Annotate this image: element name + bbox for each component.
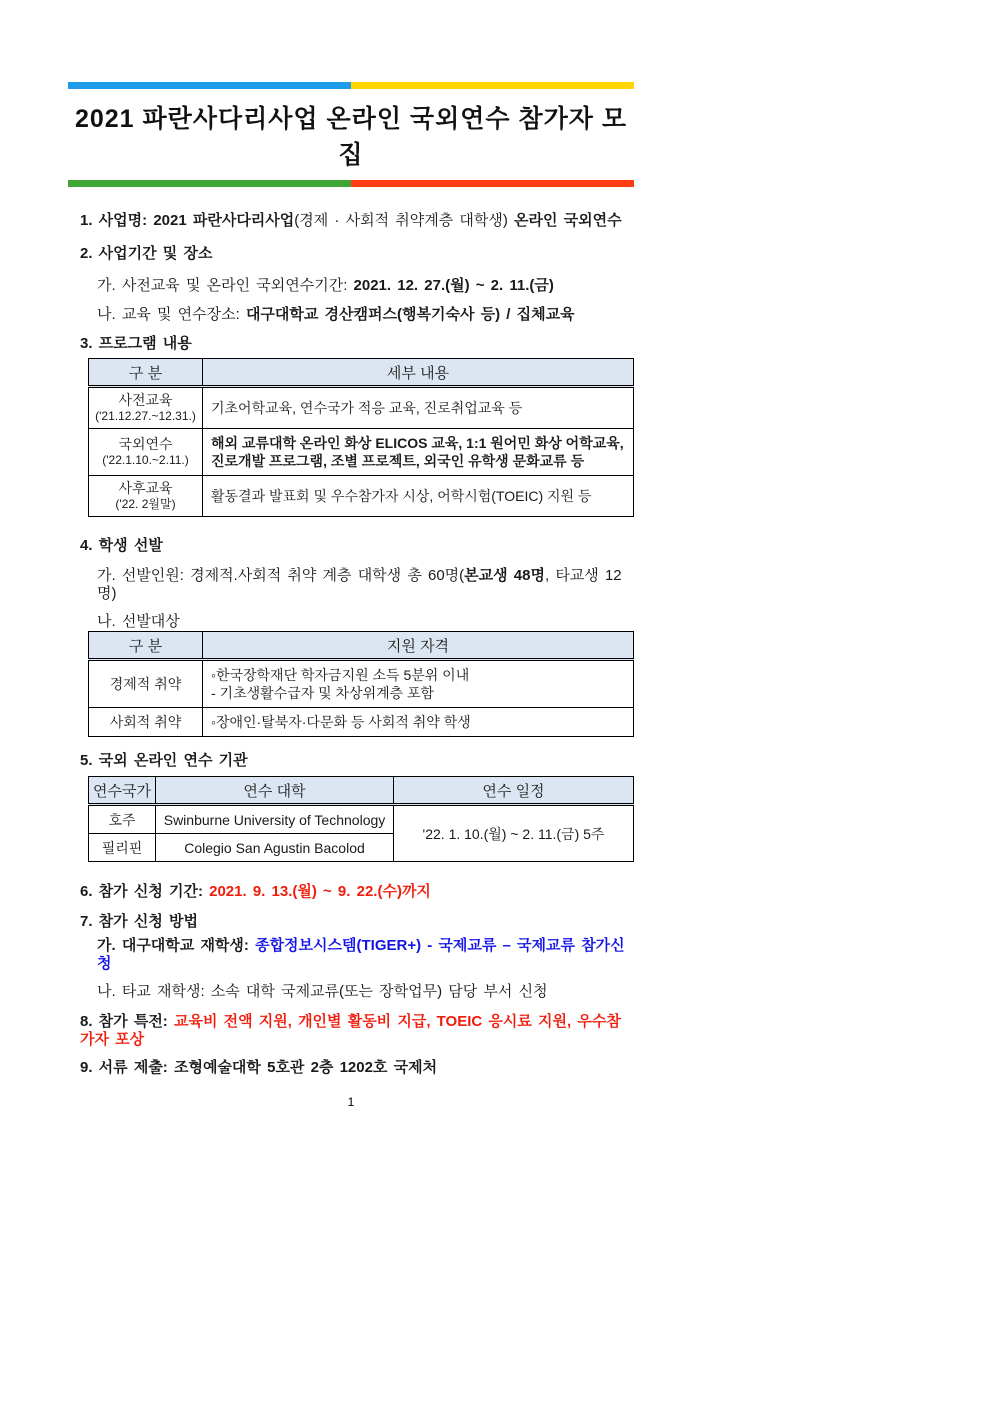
banner-bottom-bar bbox=[68, 180, 634, 187]
item-2-sub-a-label: 가. 사전교육 및 온라인 국외연수기간: bbox=[97, 277, 354, 294]
item-3-heading: 3. 프로그램 내용 bbox=[80, 335, 192, 352]
table-row bbox=[89, 476, 634, 517]
program-header-detail: 세부 내용 bbox=[203, 359, 634, 387]
eligibility-header-qualification: 지원 자격 bbox=[203, 632, 634, 660]
institutions-row-philippines-country: 필리핀 bbox=[89, 834, 156, 862]
program-row-pre-period: ('21.12.27.~12.31.) bbox=[95, 408, 196, 423]
banner-bar-red-segment bbox=[351, 180, 634, 187]
item-4-sub-a-bold: 본교생 48명 bbox=[464, 567, 545, 584]
program-row-post-label bbox=[89, 476, 203, 517]
item-6-application-period bbox=[80, 883, 634, 901]
item-1-name-normal: (경제 · 사회적 취약계층 대학생) bbox=[294, 212, 514, 229]
item-7-sub-b: 나. 타교 재학생: 소속 대학 국제교류(또는 장학업무) 담당 부서 신청 bbox=[97, 983, 548, 1000]
title-banner bbox=[68, 82, 634, 187]
program-row-post-detail: 활동결과 발표회 및 우수참가자 시상, 어학시험(TOEIC) 지원 등 bbox=[203, 476, 634, 517]
table-row bbox=[89, 805, 634, 834]
program-row-abroad-title: 국외연수 bbox=[118, 435, 173, 452]
program-table bbox=[88, 358, 634, 517]
item-6-label: 6. 참가 신청 기간: bbox=[80, 883, 210, 900]
banner-bar-yellow-segment bbox=[351, 82, 634, 89]
item-2-sub-a-value: 2021. 12. 27.(월) ~ 2. 11.(금) bbox=[353, 277, 554, 294]
item-5-heading: 5. 국외 온라인 연수 기관 bbox=[80, 752, 248, 769]
institutions-table bbox=[88, 776, 634, 862]
eligibility-header-category: 구 분 bbox=[89, 632, 203, 660]
program-table-header-row bbox=[89, 359, 634, 387]
eligibility-table bbox=[88, 631, 634, 737]
program-row-pre-title: 사전교육 bbox=[118, 391, 173, 408]
table-row bbox=[89, 660, 634, 708]
item-7-sub-a-value: 종합정보시스템(TIGER+) - 국제교류 – 국제교류 참가신청 bbox=[97, 937, 625, 972]
eligibility-table-header-row bbox=[89, 632, 634, 660]
item-4-sub-a-prefix: 가. 선발인원: 경제적.사회적 취약 계층 대학생 총 60명( bbox=[97, 567, 465, 584]
item-7-sub-a-label: 가. 대구대학교 재학생: bbox=[97, 937, 256, 954]
item-8-label: 8. 참가 특전: bbox=[80, 1013, 174, 1030]
institutions-row-philippines-university: Colegio San Agustin Bacolod bbox=[156, 834, 394, 862]
item-1-label: 1. 사업명: bbox=[80, 212, 154, 229]
eligibility-row-economic-detail bbox=[203, 660, 634, 708]
table-row bbox=[89, 387, 634, 429]
item-6-value: 2021. 9. 13.(월) ~ 9. 22.(수)까지 bbox=[209, 883, 431, 900]
program-row-pre-detail: 기초어학교육, 연수국가 적응 교육, 진로취업교육 등 bbox=[203, 387, 634, 429]
banner-top-bar bbox=[68, 82, 634, 89]
program-row-pre-label bbox=[89, 387, 203, 429]
item-4-sub-a bbox=[97, 567, 634, 603]
table-row bbox=[89, 429, 634, 476]
banner-bar-green-segment bbox=[68, 180, 351, 187]
item-8-value: 교육비 전액 지원, 개인별 활동비 지급, TOEIC 응시료 지원, 우수참가자 포상 bbox=[80, 1013, 621, 1048]
institutions-header-schedule: 연수 일정 bbox=[394, 777, 634, 805]
item-2-sub-a bbox=[97, 277, 634, 295]
program-header-category: 구 분 bbox=[89, 359, 203, 387]
program-row-abroad-detail: 해외 교류대학 온라인 화상 ELICOS 교육, 1:1 원어민 화상 어학교육, 진로개발 프로그램, 조별 프로젝트, 외국인 유학생 문화교류 등 bbox=[203, 429, 634, 476]
institutions-schedule-cell: '22. 1. 10.(월) ~ 2. 11.(금) 5주 bbox=[394, 805, 634, 862]
item-1-name-tail: 온라인 국외연수 bbox=[514, 212, 622, 229]
item-9-submission: 9. 서류 제출: 조형예술대학 5호관 2층 1202호 국제처 bbox=[80, 1059, 438, 1076]
item-7-heading: 7. 참가 신청 방법 bbox=[80, 913, 198, 930]
item-8-benefits bbox=[80, 1013, 634, 1049]
item-4-sub-b: 나. 선발대상 bbox=[97, 613, 180, 630]
banner-bar-blue-segment bbox=[68, 82, 351, 89]
page-number: 1 bbox=[347, 1095, 355, 1109]
page-title: 2021 파란사다리사업 온라인 국외연수 참가자 모집 bbox=[74, 105, 628, 169]
item-2-sub-b-value: 대구대학교 경산캠퍼스(행복기숙사 등) / 집체교육 bbox=[245, 306, 575, 323]
item-4-sub-a-suffix: , 타교생 12명) bbox=[97, 567, 622, 602]
program-row-abroad-period: ('22.1.10.~2.11.) bbox=[102, 452, 189, 467]
item-7-sub-a bbox=[97, 937, 634, 973]
eligibility-economic-line-1: ◦한국장학재단 학자금지원 소득 5분위 이내 bbox=[211, 667, 470, 683]
item-1-name-bold: 2021 파란사다리사업 bbox=[153, 212, 295, 229]
item-2-sub-b bbox=[97, 306, 634, 324]
institutions-row-australia-country: 호주 bbox=[89, 805, 156, 834]
institutions-header-country: 연수국가 bbox=[89, 777, 156, 805]
institutions-table-header-row bbox=[89, 777, 634, 805]
program-row-post-title: 사후교육 bbox=[118, 479, 173, 496]
eligibility-row-social-detail: ◦장애인·탈북자·다문화 등 사회적 취약 학생 bbox=[203, 708, 634, 737]
item-2-heading: 2. 사업기간 및 장소 bbox=[80, 245, 213, 262]
item-2-sub-b-label: 나. 교육 및 연수장소: bbox=[97, 306, 246, 323]
item-1-project-name bbox=[80, 212, 634, 230]
eligibility-row-social-label: 사회적 취약 bbox=[89, 708, 203, 737]
institutions-row-australia-university: Swinburne University of Technology bbox=[156, 805, 394, 834]
eligibility-economic-line-2: - 기초생활수급자 및 차상위계층 포함 bbox=[211, 685, 435, 701]
institutions-header-university: 연수 대학 bbox=[156, 777, 394, 805]
document-content bbox=[68, 82, 634, 1109]
table-row bbox=[89, 708, 634, 737]
item-4-heading: 4. 학생 선발 bbox=[80, 537, 163, 554]
program-row-post-period: ('22. 2월말) bbox=[115, 496, 176, 511]
program-row-abroad-label bbox=[89, 429, 203, 476]
eligibility-row-economic-label: 경제적 취약 bbox=[89, 660, 203, 708]
